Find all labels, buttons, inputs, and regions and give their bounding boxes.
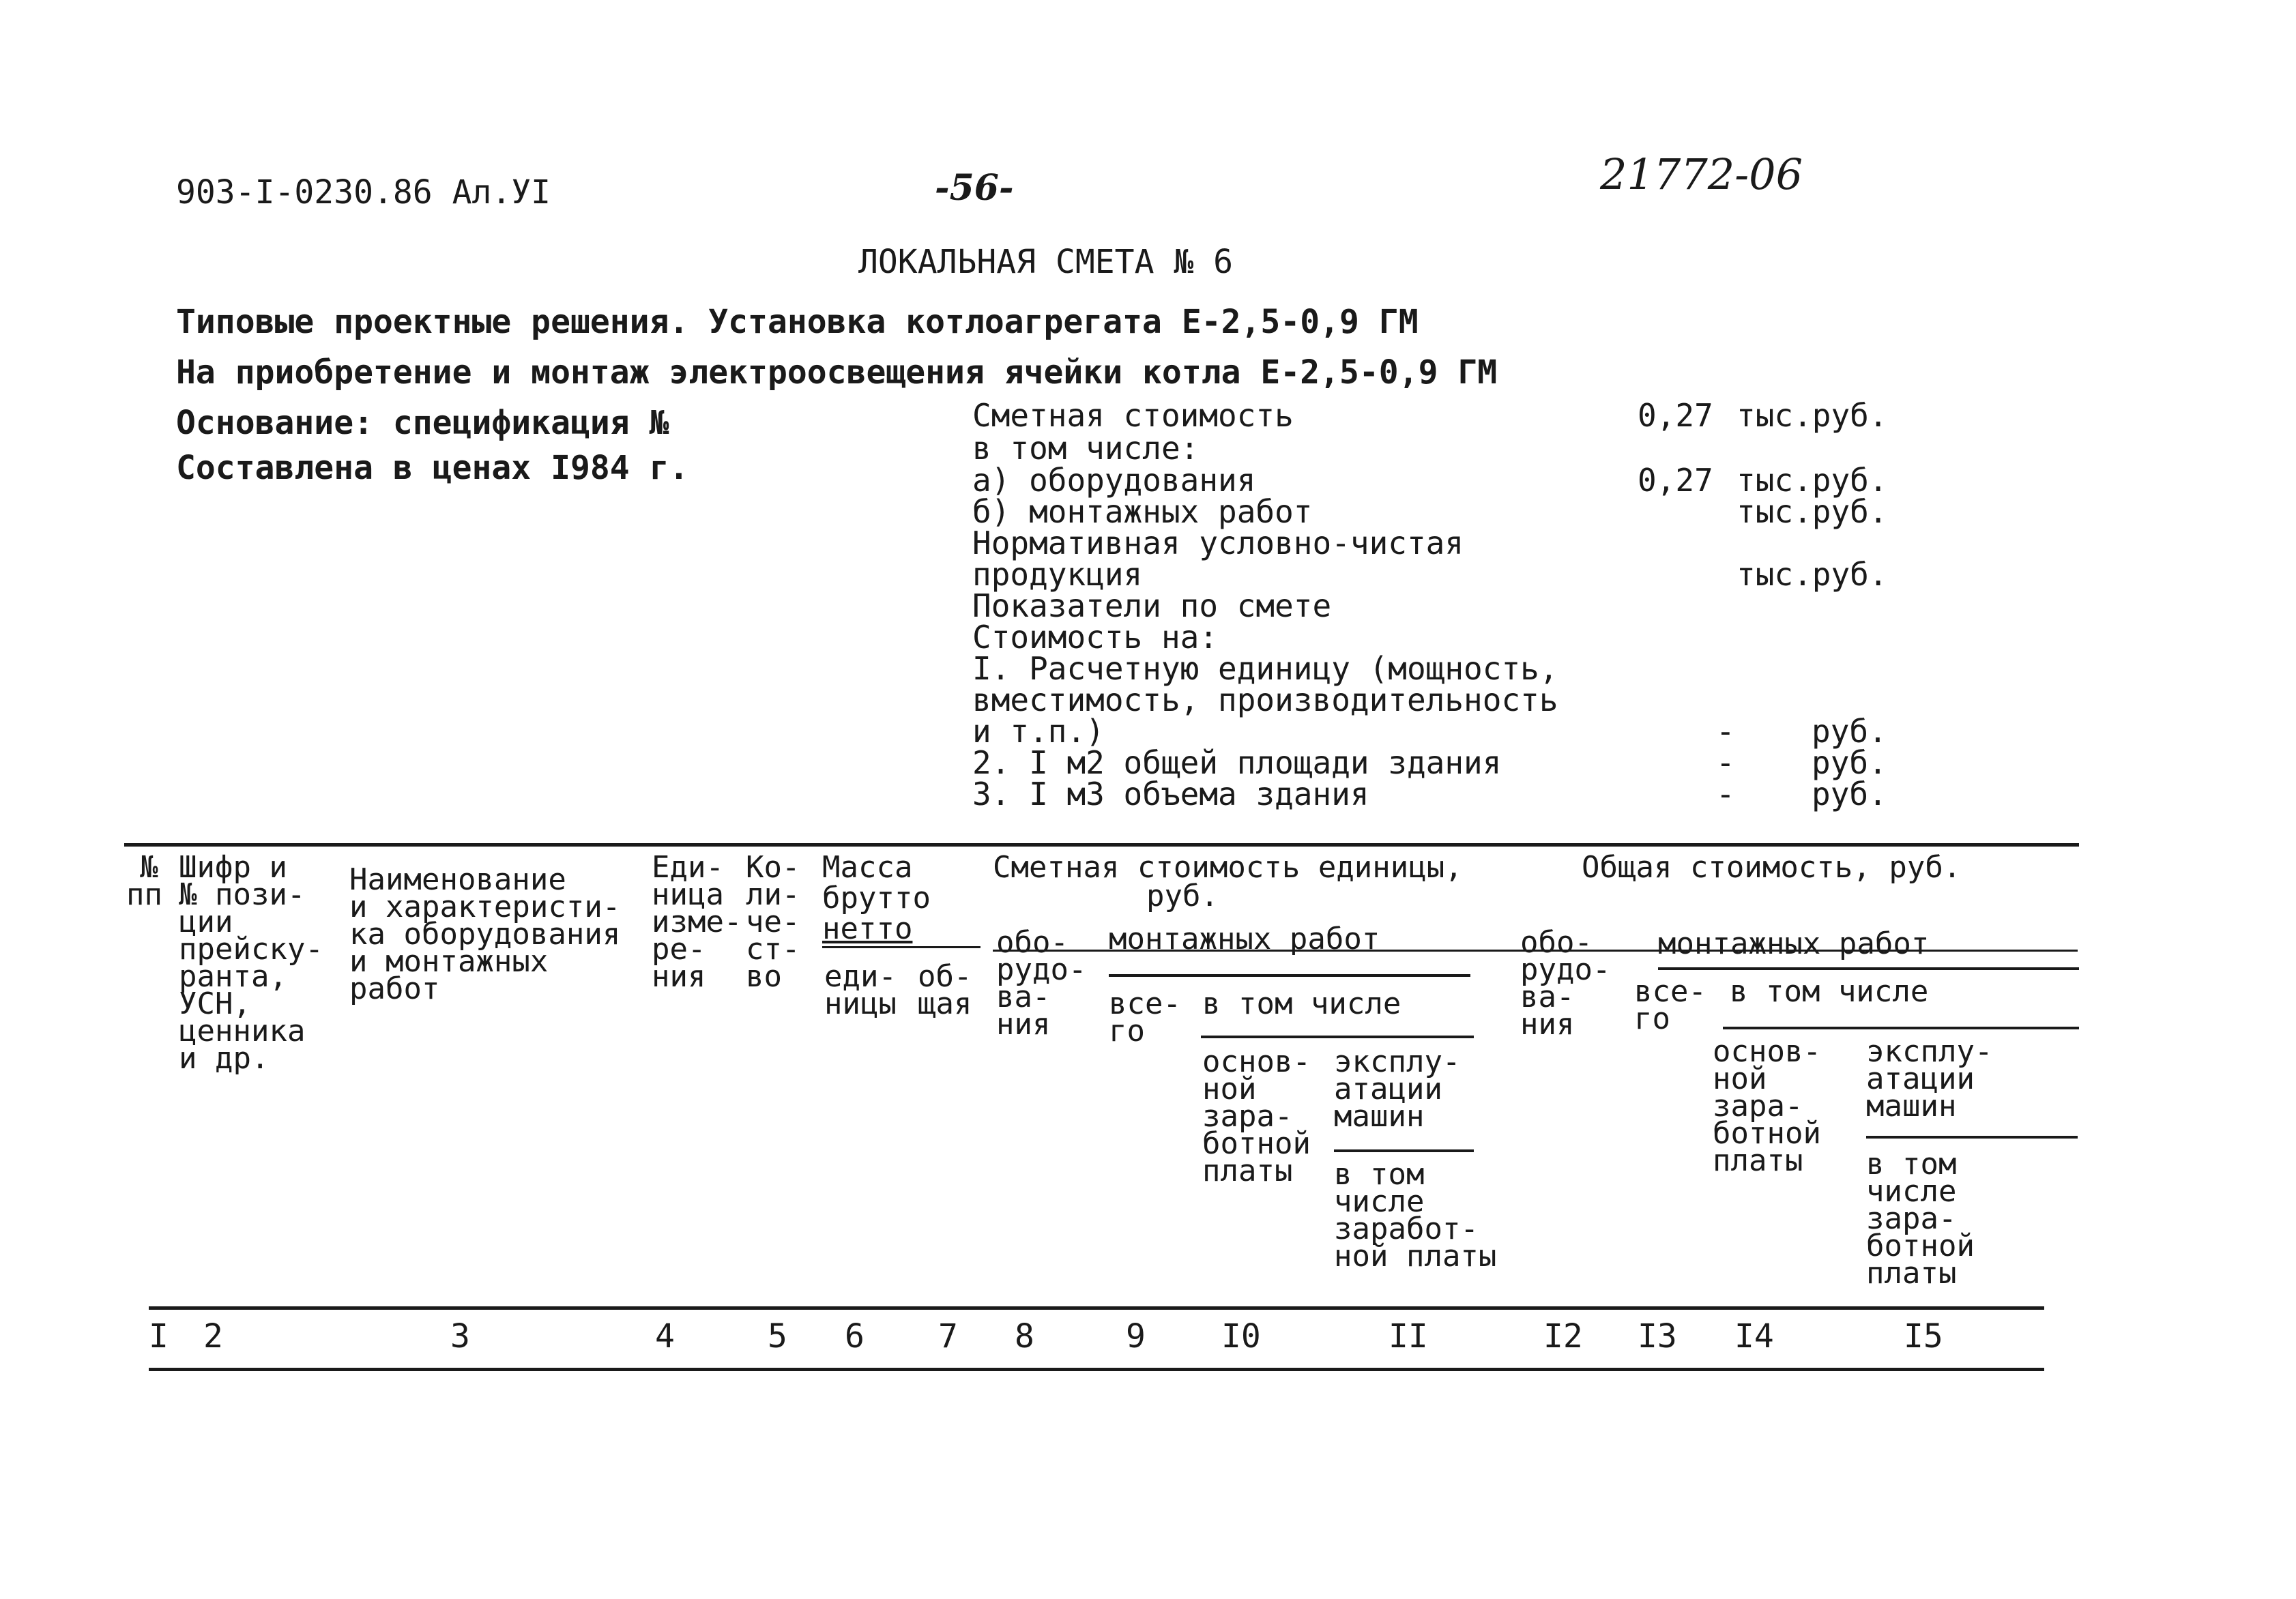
dash-value: - (1716, 713, 1735, 750)
col-header-line: рудо- (1520, 952, 1611, 987)
unit-label: тыс.руб. (1736, 556, 1888, 593)
summary-line: Сметная стоимость (972, 397, 1294, 434)
unit-label: тыс.руб. (1736, 493, 1888, 530)
rule (1723, 1027, 2079, 1029)
col-header-line: ка оборудования (349, 917, 621, 952)
column-number: 3 (450, 1317, 470, 1355)
column-number: I (149, 1317, 169, 1355)
summary-line: 3. I м3 объема здания (972, 776, 1369, 812)
col-header-line: ной платы (1334, 1239, 1497, 1274)
col-header-line: ва- (1520, 980, 1575, 1014)
col-header-line: в том (1334, 1157, 1425, 1192)
col-header-line: ния (1520, 1007, 1575, 1042)
col-header-line: зара- (1202, 1099, 1293, 1134)
col-header-line: ре- (652, 932, 706, 967)
dash-value: - (1716, 776, 1735, 812)
handwritten-code: 21772-06 (1600, 149, 1803, 199)
col-header-line: № пози- (179, 877, 306, 912)
column-number: 7 (938, 1317, 958, 1355)
col-header-line: ботной (1866, 1229, 1975, 1263)
col-header-line: ботной (1713, 1116, 1821, 1151)
summary-line: I. Расчетную единицу (мощность, (972, 650, 1558, 687)
summary-line: б) монтажных работ (972, 493, 1313, 530)
col-header-line: и монтажных (349, 944, 549, 979)
col-header-line: ва- (996, 980, 1051, 1014)
col-header-line: Еди- (652, 850, 724, 885)
col-header-line: ница (652, 877, 724, 912)
group-header: руб. (1146, 879, 1219, 913)
col-header-line: зара- (1713, 1089, 1803, 1124)
col-header-line: атации (1334, 1072, 1442, 1106)
col-header-line: ницы (824, 986, 897, 1021)
col-header-line: числе (1866, 1174, 1957, 1209)
group-header: монтажных работ (1658, 926, 1930, 961)
rule (1658, 967, 2079, 970)
col-header-line: работ (349, 971, 440, 1006)
col-header-line: числе (1334, 1184, 1425, 1219)
col-header-line: щая (918, 986, 972, 1021)
col-header-line: платы (1713, 1143, 1803, 1178)
col-header-line: прейску- (179, 932, 323, 967)
subject-line-2: На приобретение и монтаж электроосвещения ячейки котла Е-2,5-0,9 ГМ (176, 353, 1498, 392)
col-header-line: рудо- (996, 952, 1087, 987)
rule (1866, 1136, 2078, 1139)
unit-label: тыс.руб. (1736, 462, 1888, 499)
col-header-line: основ- (1202, 1044, 1311, 1079)
group-header: Сметная стоимость единицы, (993, 850, 1463, 885)
col-header-line: ботной (1202, 1126, 1311, 1161)
col-header-line: ценника (179, 1014, 306, 1048)
price-year-line: Составлена в ценах I984 г. (176, 449, 689, 487)
col-header-line: изме- (652, 905, 742, 939)
column-number: I4 (1734, 1317, 1774, 1355)
col-header-line: машин (1866, 1089, 1957, 1124)
unit-label: тыс.руб. (1736, 397, 1888, 434)
group-header: Общая стоимость, руб. (1582, 850, 1962, 885)
col-header-line: Шифр и (179, 850, 287, 885)
col-header-line: Масса (822, 850, 913, 885)
col-header-line: пп (126, 877, 162, 912)
summary-line: продукция (972, 556, 1143, 593)
column-number: 6 (845, 1317, 864, 1355)
column-number: I0 (1221, 1317, 1261, 1355)
col-header-line: ст- (746, 932, 800, 967)
document-code: 903-I-0230.86 Ал.УI (176, 173, 551, 211)
col-header-line: еди- (824, 959, 897, 994)
unit-label: руб. (1812, 713, 1887, 750)
col-header-line: ли- (746, 877, 800, 912)
col-header-line: № (140, 850, 158, 885)
column-number: I3 (1638, 1317, 1677, 1355)
col-header-line: во (746, 959, 782, 994)
col-header-line: атации (1866, 1061, 1975, 1096)
col-header-line: машин (1334, 1099, 1425, 1134)
col-header-line: Ко- (746, 850, 800, 885)
col-header-line: ной (1202, 1072, 1257, 1106)
rule (822, 946, 980, 948)
summary-line: Стоимость на: (972, 619, 1219, 656)
column-number: 9 (1126, 1317, 1146, 1355)
col-header-line: ния (996, 1007, 1051, 1042)
unit-label: руб. (1812, 776, 1887, 812)
col-header-line: ции (179, 905, 233, 939)
dash-value: - (1716, 744, 1735, 781)
col-header-line: эксплу- (1866, 1034, 1993, 1069)
column-number: I2 (1543, 1317, 1583, 1355)
summary-line: и т.п.) (972, 713, 1105, 750)
col-header-line: платы (1866, 1256, 1957, 1291)
col-header-line: основ- (1713, 1034, 1821, 1069)
table-top-rule (124, 843, 2079, 847)
unit-label: руб. (1812, 744, 1887, 781)
table-header-bottom-rule (149, 1306, 2044, 1310)
total-cost-value: 0,27 (1638, 397, 1713, 434)
summary-line: вместимость, производительность (972, 681, 1558, 718)
col-header-line: заработ- (1334, 1212, 1479, 1246)
col-header-line: че- (746, 905, 800, 939)
page-number: -56- (935, 167, 1014, 209)
table-number-row-bottom-rule (149, 1368, 2044, 1371)
document-title: ЛОКАЛЬНАЯ СМЕТА № 6 (858, 243, 1234, 281)
group-header: в том числе (1202, 986, 1401, 1021)
rule (1334, 1149, 1474, 1152)
summary-line: 2. I м2 общей площади здания (972, 744, 1502, 781)
group-header: в том числе (1730, 974, 1929, 1009)
col-header-line: ной (1713, 1061, 1767, 1096)
col-header-line: эксплу- (1334, 1044, 1461, 1079)
column-number: 5 (768, 1317, 787, 1355)
equipment-cost-value: 0,27 (1638, 462, 1713, 499)
col-header-line: УСН, (179, 986, 251, 1021)
column-number: 4 (655, 1317, 675, 1355)
col-header-line: го (1109, 1014, 1145, 1048)
subject-line-1: Типовые проектные решения. Установка котлоагрегата Е-2,5-0,9 ГМ (176, 303, 1419, 341)
col-header-line: все- (1634, 974, 1706, 1009)
col-header-line: все- (1109, 986, 1181, 1021)
col-header-line: го (1634, 1001, 1670, 1036)
group-header: монтажных работ (1109, 922, 1380, 956)
col-header-line: ранта, (179, 959, 287, 994)
summary-line: Нормативная условно-чистая (972, 525, 1464, 561)
col-header-line: обо- (996, 925, 1069, 960)
summary-line: Показатели по смете (972, 587, 1332, 624)
col-header-line: зара- (1866, 1201, 1957, 1236)
col-header-line: и характеристи- (349, 890, 621, 924)
column-number: 8 (1015, 1317, 1034, 1355)
basis-line: Основание: спецификация № (176, 404, 669, 442)
column-number: I5 (1904, 1317, 1943, 1355)
col-header-line: брутто (822, 881, 931, 915)
summary-line: в том числе: (972, 430, 1200, 467)
rule (1201, 1036, 1474, 1038)
col-header-line: в том (1866, 1147, 1957, 1182)
col-header-line: нетто (822, 911, 913, 946)
col-header-line: и др. (179, 1041, 270, 1076)
col-header-line: ния (652, 959, 706, 994)
col-header-line: платы (1202, 1154, 1293, 1188)
rule (1109, 974, 1470, 977)
col-header-line: обо- (1520, 925, 1593, 960)
summary-line: а) оборудования (972, 462, 1256, 499)
col-header-line: об- (918, 959, 972, 994)
column-number: II (1389, 1317, 1428, 1355)
column-number: 2 (203, 1317, 223, 1355)
col-header-line: Наименование (349, 862, 566, 897)
